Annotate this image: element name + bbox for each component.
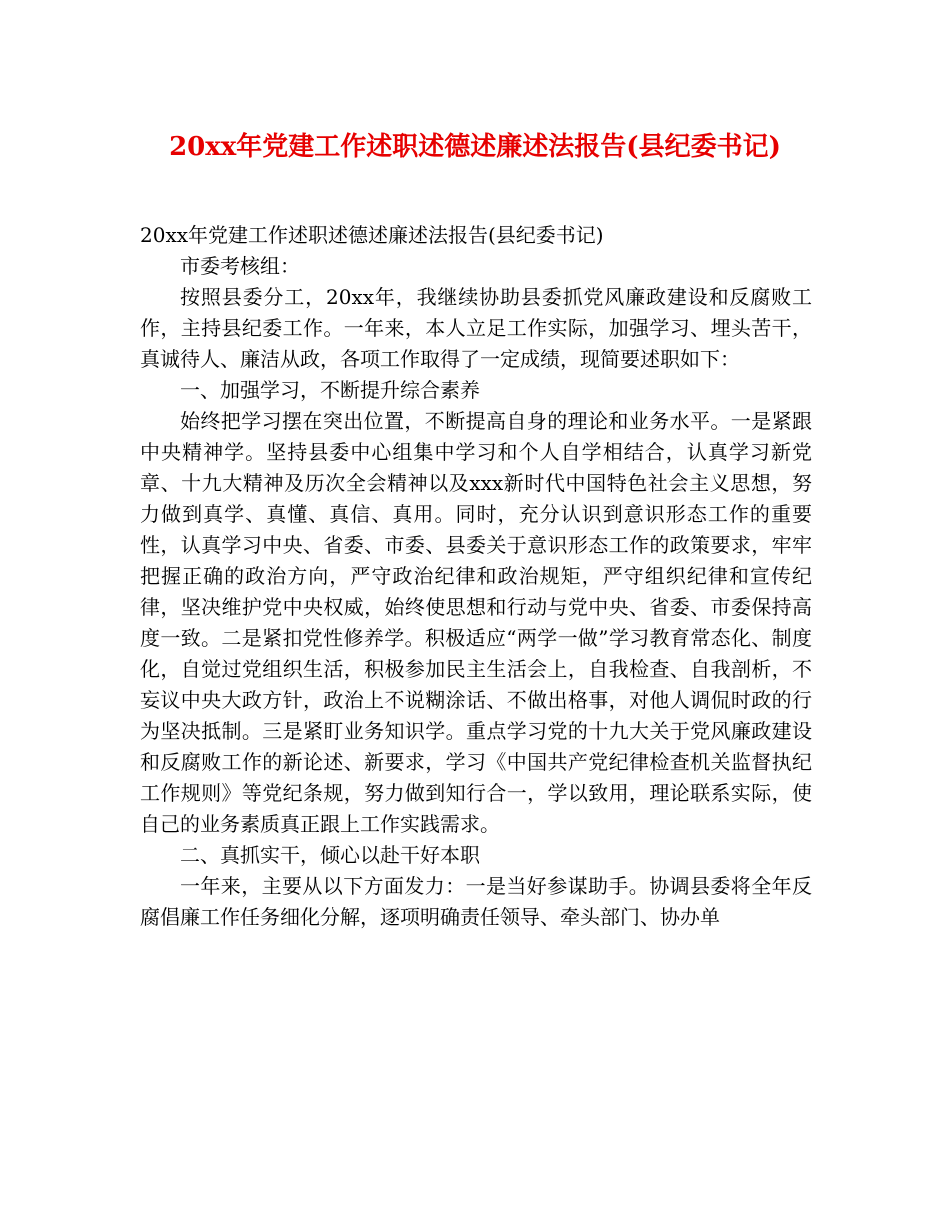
section-heading-2: 二、真抓实干，倾心以赴干好本职 — [180, 843, 480, 867]
document-title: 20xx年党建工作述职述德述廉述法报告(县纪委书记) — [169, 132, 781, 162]
section-2-paragraph: 一年来，主要从以下方面发力：一是当好参谋助手。协调县委将全年反腐倡廉工作任务细化分解，逐项明确责任领导、牵头部门、协办单 — [140, 874, 812, 929]
section-1-paragraph: 始终把学习摆在突出位置，不断提高自身的理论和业务水平。一是紧跟中央精神学。坚持县委中心组集中学习和个人自学相结合，认真学习新党章、十九大精神及历次全会精神以及xxx新时代中国特色社会主义思想，努力做到真学、真懂、真信、真用。同时，充分认识到意识形态工作的重要性，认真学习中央、省委、市委、县委关于意识形态工作的政策要求，牢牢把握正确的政治方向，严守政治纪律和政治规矩，严守组织纪律和宣传纪律，坚决维护党中央权威，始终使思想和行动与党中央、省委、市委保持高度一致。二是紧扣党性修养学。积极适应“两学一做”学习教育常态化、制度化，自觉过党组织生活，积极参加民主生活会上，自我检查、自我剖析，不妄议中央大政方针，政治上不说糊涂话、不做出格事，对他人调侃时政的行为坚决抵制。三是紧盯业务知识学。重点学习党的十九大关于党风廉政建设和反腐败工作的新论述、新要求，学习《中国共产党纪律检查机关监督执纪工作规则》等党纪条规，努力做到知行合一，学以致用，理论联系实际，使自己的业务素质真正跟上工作实践需求。 — [140, 409, 812, 836]
document-body — [140, 220, 812, 933]
body-repeated-title: 20xx年党建工作述职述德述廉述法报告(县纪委书记) — [140, 223, 604, 247]
intro-paragraph: 按照县委分工，20xx年，我继续协助县委抓党风廉政建设和反腐败工作，主持县纪委工作。一年来，本人立足工作实际，加强学习、埋头苦干，真诚待人、廉洁从政，各项工作取得了一定成绩，现简要述职如下： — [140, 285, 812, 371]
section-heading-1: 一、加强学习，不断提升综合素养 — [180, 378, 480, 402]
salutation: 市委考核组： — [180, 254, 300, 278]
